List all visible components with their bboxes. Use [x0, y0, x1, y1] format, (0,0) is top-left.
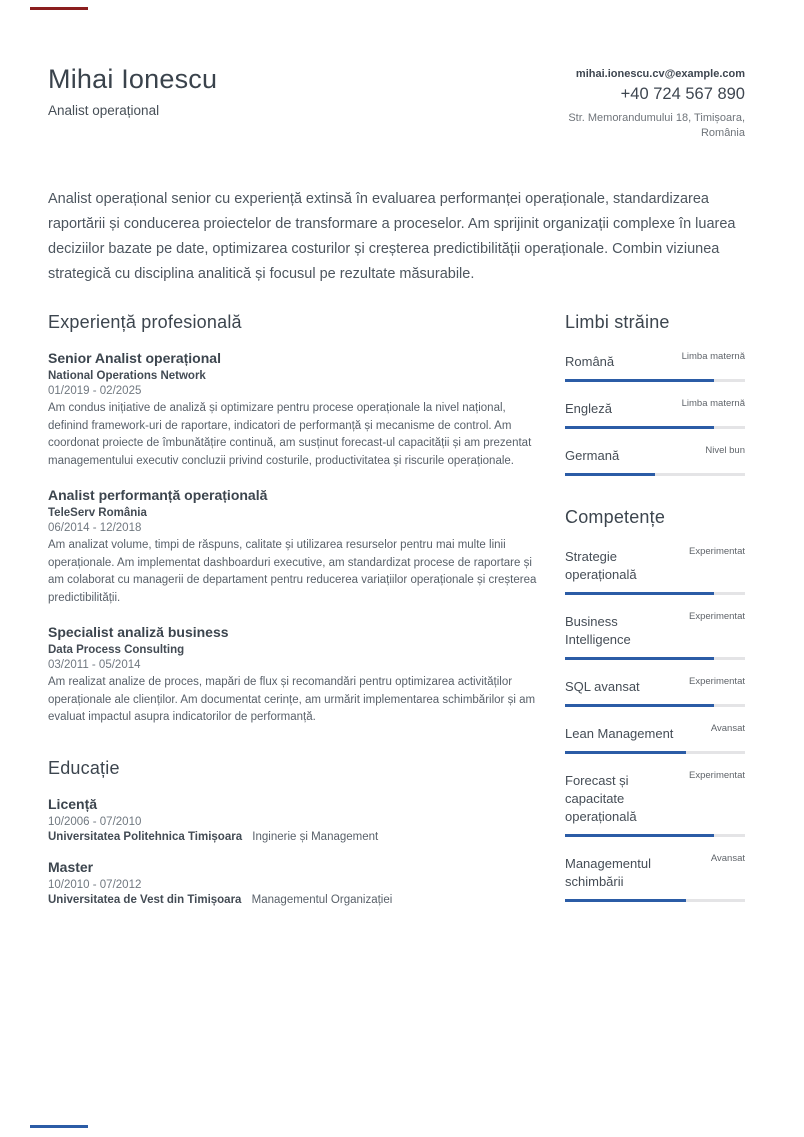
education-dates: 10/2010 - 07/2012 [48, 878, 142, 891]
skill-progress-fill [565, 657, 714, 660]
side-column [565, 312, 745, 922]
skill-item [565, 675, 745, 707]
education-entry [48, 796, 548, 843]
education-school-row [48, 831, 548, 843]
skill-progress-track [565, 704, 745, 707]
competencies-heading: Competențe [565, 507, 666, 527]
skill-progress-track [565, 592, 745, 595]
skill-progress-fill [565, 899, 686, 902]
skill-level-label: Experimentat [689, 546, 745, 557]
language-level-label: Limba maternă [681, 398, 745, 409]
education-school: Universitatea de Vest din Timișoara [48, 893, 242, 906]
job-company: National Operations Network [48, 370, 206, 382]
education-program: Managementul Organizației [251, 893, 393, 906]
job-title: Senior Analist operațional [48, 350, 221, 366]
skill-item-head [565, 769, 745, 826]
skill-level-label: Experimentat [689, 611, 745, 622]
skill-level-label: Avansat [710, 853, 745, 864]
address-line-1: Str. Memorandumului 18, Timișoara, [568, 112, 745, 124]
cv-header [48, 64, 745, 141]
skill-level-label: Experimentat [689, 770, 745, 781]
language-progress-fill [565, 426, 714, 429]
skill-item [565, 852, 745, 902]
language-item [565, 397, 745, 429]
education-school: Universitatea Politehnica Timișoara [48, 830, 243, 843]
skill-item [565, 545, 745, 595]
language-progress-track [565, 379, 745, 382]
language-progress-track [565, 473, 745, 476]
languages-heading: Limbi străine [565, 312, 670, 332]
language-progress-fill [565, 379, 714, 382]
skill-level-label: Experimentat [689, 676, 745, 687]
skill-progress-track [565, 751, 745, 754]
skill-progress-track [565, 657, 745, 660]
job-entry [48, 624, 548, 727]
education-school-row [48, 894, 548, 906]
job-dates: 03/2011 - 05/2014 [48, 659, 141, 671]
phone-text: +40 724 567 890 [620, 85, 745, 103]
job-description: Am condus inițiative de analiză și optimizare pentru procese operaționale la nivel național, definind framework-uri de raportare, indicatori de performanță și mecanisme de control. Am coordonat proiecte de îmbunătățire continuă, am susținut forecast-ul capacității și am prezentat managementului executiv concluzii privind costurile, productivitatea și riscurile operaționale. [48, 402, 532, 467]
job-title: Specialist analiză business [48, 624, 229, 640]
skill-name: SQL avansat [565, 679, 640, 694]
skill-progress-fill [565, 592, 714, 595]
language-item [565, 350, 745, 382]
education-program: Inginerie și Management [252, 830, 379, 843]
language-name: Română [565, 354, 615, 369]
identity-block [48, 64, 217, 118]
person-job-title: Analist operațional [48, 103, 160, 118]
skill-name: Forecast și capacitate operațională [565, 773, 637, 824]
competencies-section [565, 507, 745, 902]
job-dates: 06/2014 - 12/2018 [48, 522, 142, 534]
skill-item-head [565, 852, 745, 891]
language-level-label: Limba maternă [681, 351, 745, 362]
skill-name: Managementul schimbării [565, 856, 651, 889]
skill-item [565, 610, 745, 660]
languages-section [565, 312, 745, 476]
job-entry [48, 487, 548, 607]
skill-item-head [565, 675, 745, 696]
language-item-head [565, 444, 745, 465]
language-level-label: Nivel bun [705, 445, 745, 456]
email-text: mihai.ionescu.cv@example.com [575, 68, 745, 80]
education-section [48, 758, 548, 906]
skill-item-head [565, 722, 745, 743]
language-item [565, 444, 745, 476]
profile-summary: Analist operațional senior cu experiență extinsă în evaluarea performanței operaționale, standardizarea raportării și conducerea proiectelor de transformare a proceselor. Am sprijinit organizații complexe în luarea deciziilor bazate pe date, optimizarea costurilor și creșterea predictibilității operaționale. Combin viziunea strategică cu disciplina analitică și focusul pe rezultate măsurabile. [48, 191, 736, 282]
language-name: Engleză [565, 401, 612, 416]
education-entry [48, 859, 548, 906]
language-progress-track [565, 426, 745, 429]
top-accent-dash [30, 7, 88, 10]
job-title: Analist performanță operațională [48, 487, 268, 503]
education-degree: Licență [48, 795, 98, 812]
job-company: Data Process Consulting [48, 644, 185, 656]
skill-item [565, 722, 745, 754]
language-item-head [565, 350, 745, 371]
skill-progress-track [565, 834, 745, 837]
skill-progress-track [565, 899, 745, 902]
education-dates: 10/2006 - 07/2010 [48, 815, 142, 828]
education-degree: Master [48, 858, 94, 875]
content-columns [48, 312, 745, 922]
education-heading: Educație [48, 757, 120, 778]
skill-name: Business Intelligence [565, 614, 631, 647]
job-company: TeleServ România [48, 507, 147, 519]
job-dates: 01/2019 - 02/2025 [48, 385, 142, 397]
skill-level-label: Avansat [710, 723, 745, 734]
main-column [48, 312, 548, 922]
experience-section [48, 312, 548, 727]
skill-item [565, 769, 745, 837]
person-name: Mihai Ionescu [48, 64, 218, 94]
skill-progress-fill [565, 834, 714, 837]
address-line-2: România [700, 127, 745, 139]
job-description: Am realizat analize de proces, mapări de flux și recomandări pentru optimizarea activităților operaționale ale clienților. Am documentat cerințe, am urmărit implementarea schimbărilor și am evaluat impactul asupra indicatorilor de performanță. [48, 676, 536, 723]
skill-name: Strategie operațională [565, 549, 637, 582]
skill-progress-fill [565, 751, 686, 754]
skill-item-head [565, 545, 745, 584]
skill-name: Lean Management [565, 726, 674, 741]
job-entry [48, 350, 548, 470]
language-item-head [565, 397, 745, 418]
skill-progress-fill [565, 704, 714, 707]
job-description: Am analizat volume, timpi de răspuns, calitate și utilizarea resurselor pentru mai multe linii operaționale. Am implementat dashboarduri executive, am standardizat procese de raportare și am colaborat cu managerii de departament pentru reducerea variațiilor operaționale și creșterea predictibilității. [48, 539, 537, 604]
skill-item-head [565, 610, 745, 649]
experience-heading: Experiență profesională [48, 312, 242, 332]
contact-block [568, 64, 745, 141]
language-progress-fill [565, 473, 655, 476]
address-text [568, 111, 745, 141]
bottom-accent-dash [30, 1125, 88, 1128]
language-name: Germană [565, 448, 620, 463]
